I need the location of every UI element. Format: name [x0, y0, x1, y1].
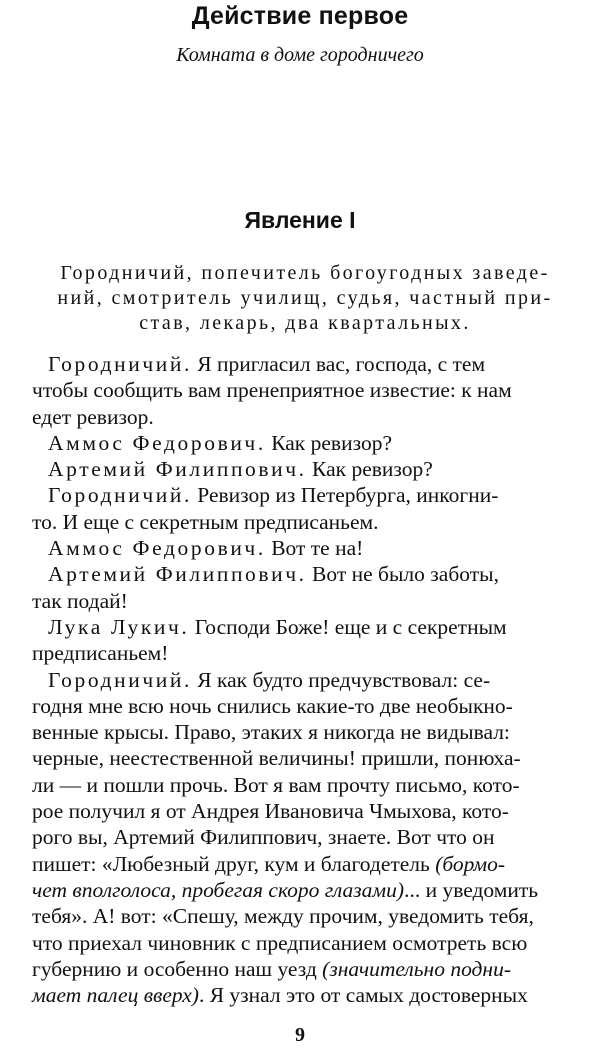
- cast-line: став, лекарь, два квартальных.: [139, 312, 471, 334]
- line-text: черные, неестественной величины! пришли, понюха-: [32, 746, 521, 771]
- line-text: предписаньем!: [32, 641, 169, 666]
- text-line: [32, 956, 584, 982]
- text-line: [32, 509, 584, 535]
- text-line: [32, 719, 584, 745]
- line-text: что приехал чиновник с предписанием осмотреть всю: [32, 930, 528, 955]
- text-line: [32, 903, 584, 929]
- line-text: рого вы, Артемий Филиппович, знаете. Вот что он: [32, 825, 495, 850]
- stage-direction: (значительно подни-: [322, 956, 511, 981]
- line-text: Как ревизор?: [306, 457, 433, 482]
- line-text: ... и уведомить: [404, 877, 539, 902]
- speech-line: [32, 535, 584, 561]
- speaker-name: Артемий Филиппович.: [48, 562, 307, 587]
- line-text: губернию и особенно наш уезд: [32, 956, 323, 981]
- line-text: Вот те на!: [265, 536, 364, 561]
- text-line: [32, 772, 584, 798]
- speaker-name: Артемий Филиппович.: [48, 457, 307, 482]
- speech-line: [32, 667, 584, 693]
- speaker-name: Городничий.: [48, 483, 192, 508]
- text-line: [32, 982, 584, 1008]
- speaker-name: Городничий.: [48, 352, 192, 376]
- line-text: едет ревизор.: [32, 404, 154, 429]
- text-line: [32, 745, 584, 771]
- scene-title: Явление I: [244, 207, 356, 233]
- speaker-name: Аммос Федорович.: [48, 536, 266, 561]
- line-text: Я как будто предчувствовал: се-: [191, 667, 491, 692]
- line-text: так подай!: [32, 588, 128, 613]
- cast-line: ний, смотритель училищ, судья, частный при-: [57, 287, 553, 309]
- line-text: . Я узнал это от самых достоверных: [198, 983, 528, 1008]
- cast-list: [35, 261, 575, 336]
- line-text: чтобы сообщить вам пренеприятное известие: к нам: [32, 378, 512, 403]
- speech-line: [32, 561, 584, 587]
- text-line: [32, 877, 584, 903]
- line-text: Я пригласил вас, господа, с тем: [191, 352, 486, 376]
- speech-line: [32, 456, 584, 482]
- speech-line: [32, 430, 584, 456]
- act-setting: Комната в доме городничего: [176, 44, 424, 66]
- line-text: тебя». А! вот: «Спешу, между прочим, уведомить тебя,: [32, 904, 534, 929]
- speech-line: [32, 351, 584, 377]
- line-text: ли — и пошли прочь. Вот я вам прочту письмо, кото-: [32, 772, 520, 797]
- text-line: [32, 798, 584, 824]
- text-line: [32, 693, 584, 719]
- text-line: [32, 404, 584, 430]
- text-line: [32, 377, 584, 403]
- line-text: Ревизор из Петербурга, инкогни-: [191, 483, 499, 508]
- line-text: то. И еще с секретным предписаньем.: [32, 509, 379, 534]
- speech-line: [32, 614, 584, 640]
- line-text: Как ревизор?: [265, 430, 392, 455]
- speech-line: [32, 482, 584, 508]
- speaker-name: Городничий.: [48, 667, 192, 692]
- line-text: рое получил я от Андрея Ивановича Чмыхова, кото-: [32, 799, 509, 824]
- text-line: [32, 851, 584, 877]
- act-title: Действие первое: [191, 2, 409, 30]
- line-text: пишет: «Любезный друг, кум и благодетель: [32, 851, 436, 876]
- text-line: [32, 640, 584, 666]
- text-line: [32, 824, 584, 850]
- line-text: Вот не было заботы,: [306, 562, 499, 587]
- speaker-name: Лука Лукич.: [48, 614, 190, 639]
- play-text: [32, 351, 584, 1008]
- line-text: Господи Боже! еще и с секретным: [189, 614, 507, 639]
- page-number: 9: [295, 1024, 305, 1046]
- speaker-name: Аммос Федорович.: [48, 430, 266, 455]
- stage-direction: мает палец вверх): [32, 983, 199, 1008]
- cast-line: Городничий, попечитель богоугодных заведе-: [60, 262, 550, 284]
- line-text: годня мне всю ночь снились какие-то две необыкно-: [32, 693, 513, 718]
- text-line: [32, 588, 584, 614]
- text-line: [32, 930, 584, 956]
- stage-direction: чет вполголоса, пробегая скоро глазами): [32, 877, 405, 902]
- line-text: венные крысы. Право, этаких я никогда не видывал:: [32, 720, 510, 745]
- stage-direction: (бормо-: [435, 851, 505, 876]
